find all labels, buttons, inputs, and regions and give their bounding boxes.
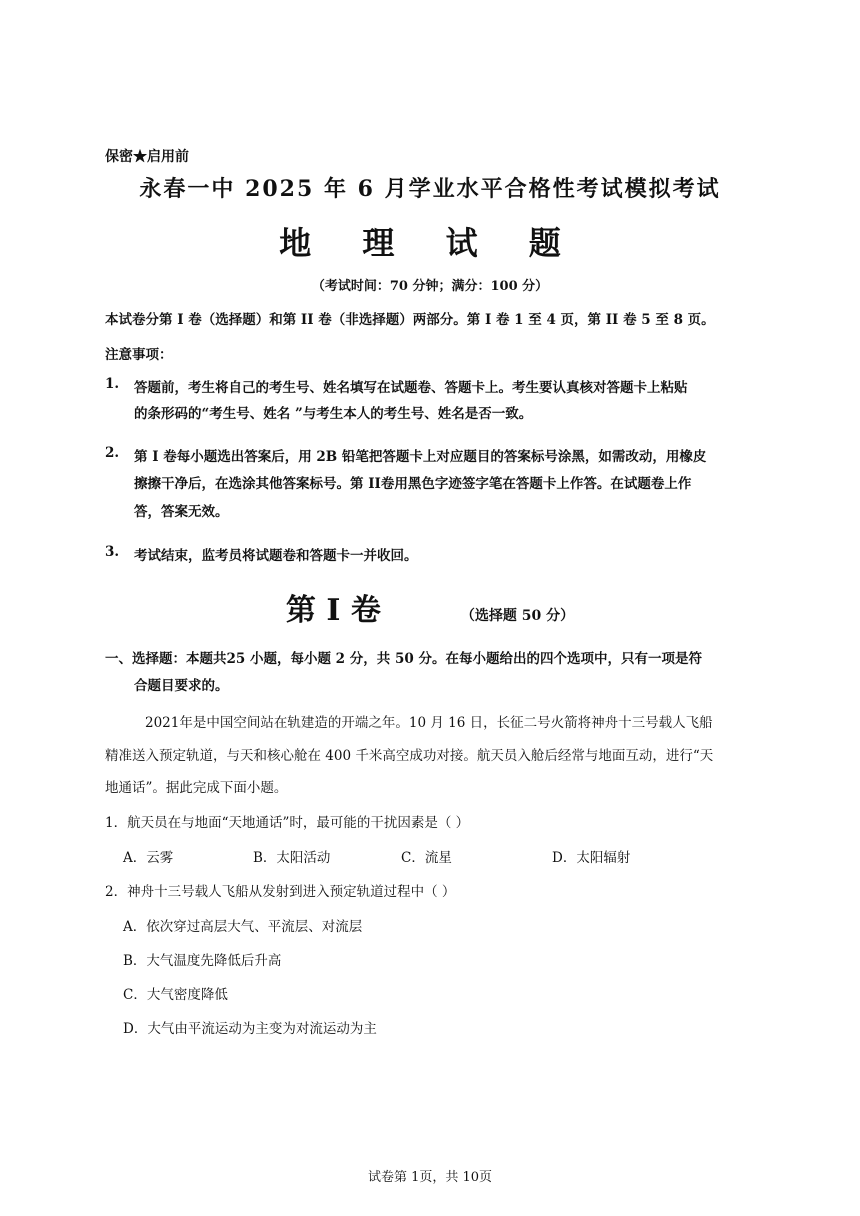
volume-note: （选择题 50 分） <box>460 608 575 624</box>
confidential-label: 保密★启用前 <box>105 149 189 165</box>
notice-2-line1: 第 I 卷每小题选出答案后，用 2B 铅笔把答题卡上对应题目的答案标号涂黑，如需改动，用橡皮 <box>134 449 707 465</box>
exam-school-title: 永春一中 2025 年 6 月学业水平合格性考试模拟考试 <box>139 176 721 202</box>
notice-1-number: 1. <box>105 376 120 392</box>
notice-1-line1: 答题前，考生将自己的考生号、姓名填写在试题卷、答题卡上。考生要认真核对答题卡上粘贴 <box>134 380 688 396</box>
notice-1-line2: 的条形码的“考生号、姓名 ”与考生本人的考生号、姓名是否一致。 <box>134 406 533 422</box>
question-2-option-d: D．大气由平流运动为主变为对流运动为主 <box>123 1021 377 1037</box>
volume-heading <box>0 585 860 629</box>
notice-2-number: 2. <box>105 445 120 461</box>
question-2-option-c: C．大气密度降低 <box>123 987 228 1003</box>
section-instruction-line2: 合题目要求的。 <box>134 678 229 694</box>
notice-2-line2: 擦擦干净后，在选涂其他答案标号。第 II卷用黑色字迹签字笔在答题卡上作答。在试题卷上作 <box>134 476 692 492</box>
notice-2-line3: 答，答案无效。 <box>134 504 229 520</box>
notice-title: 注意事项： <box>105 347 173 363</box>
question-1-stem: 1．航天员在与地面“天地通话”时，最可能的干扰因素是（ ） <box>105 815 470 831</box>
notice-3-line1: 考试结束，监考员将试题卷和答题卡一并收回。 <box>134 548 418 564</box>
exam-intro: 本试卷分第 I 卷（选择题）和第 II 卷（非选择题）两部分。第 I 卷 1 至 4 页，第 II 卷 5 至 8 页。 <box>105 312 715 328</box>
notice-3-number: 3. <box>105 544 120 560</box>
volume-title: 第 I 卷 <box>285 593 381 628</box>
question-2-option-a: A．依次穿过高层大气、平流层、对流层 <box>123 919 363 935</box>
passage-line3: 地通话”。据此完成下面小题。 <box>105 780 288 796</box>
question-1-option-d: D．太阳辐射 <box>552 850 631 866</box>
question-2-stem: 2．神舟十三号载人飞船从发射到进入预定轨道过程中（ ） <box>105 884 456 900</box>
question-2-option-b: B．大气温度先降低后升高 <box>123 953 282 969</box>
section-instruction-line1: 一、选择题：本题共25 小题，每小题 2 分，共 50 分。在每小题给出的四个选项中，只有一项是符 <box>105 651 702 667</box>
question-1-option-b: B．太阳活动 <box>253 850 331 866</box>
page-footer: 试卷第 1页，共 10页 <box>367 1170 493 1185</box>
subject-title: 地 理 试 题 <box>279 224 581 262</box>
passage-line2: 精准送入预定轨道，与天和核心舱在 400 千米高空成功对接。航天员入舱后经常与地面互动，进行“天 <box>105 748 714 764</box>
question-1-option-c: C．流星 <box>401 850 452 866</box>
question-1-option-a: A．云雾 <box>123 850 174 866</box>
exam-time-info: （考试时间：70 分钟；满分：100 分） <box>311 279 549 294</box>
passage-line1: 2021年是中国空间站在轨建造的开端之年。10 月 16 日，长征二号火箭将神舟十三号载人飞船 <box>145 715 713 731</box>
